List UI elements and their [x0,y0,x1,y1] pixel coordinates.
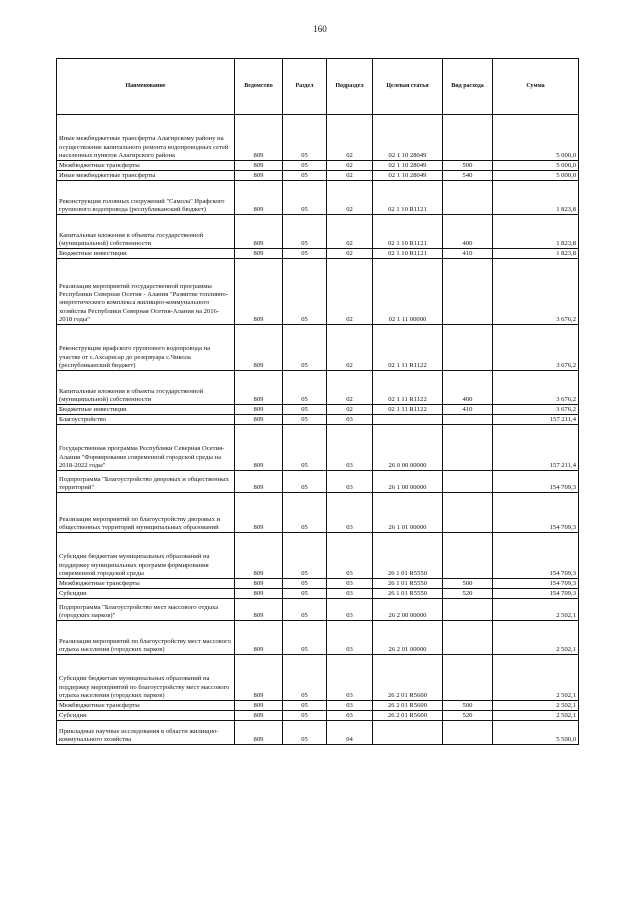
table-cell-name: Субсидии бюджетам муниципальных образований на поддержку мероприятий по благоустройству мест массового отдыха населения (городских парков) [57,655,235,701]
table-cell-razdel: 05 [283,589,327,599]
table-row [57,259,579,325]
table-row [57,249,579,259]
table-cell-vid-raskhoda [443,721,493,745]
table-cell-podrazdel: 03 [327,471,373,493]
table-cell-name: Благоустройство [57,415,235,425]
table-cell-name: Государственная программа Республики Северная Осетия-Алания "Формирование современной городской среды на 2018-2022 годы" [57,425,235,471]
table-cell-vedomstvo: 809 [235,115,283,161]
table-cell-podrazdel: 03 [327,621,373,655]
table-cell-podrazdel: 02 [327,405,373,415]
table-row [57,579,579,589]
header-razdel: Раздел [283,59,327,115]
table-cell-vedomstvo: 809 [235,493,283,533]
header-podrazdel: Подраздел [327,59,373,115]
table-cell-razdel: 05 [283,493,327,533]
table-cell-vedomstvo: 809 [235,171,283,181]
table-cell-summa: 3 676,2 [493,371,579,405]
table-cell-name: Межбюджетные трансферты [57,579,235,589]
table-cell-podrazdel: 03 [327,599,373,621]
table-row [57,415,579,425]
table-cell-razdel: 05 [283,533,327,579]
table-row [57,161,579,171]
table-cell-celevaya-statya: 26 0 00 00000 [373,425,443,471]
table-cell-vid-raskhoda: 500 [443,701,493,711]
table-cell-vedomstvo: 809 [235,161,283,171]
table-cell-vid-raskhoda [443,415,493,425]
table-cell-summa: 154 709,3 [493,589,579,599]
table-cell-vid-raskhoda: 400 [443,371,493,405]
table-cell-podrazdel: 02 [327,115,373,161]
table-cell-name: Субсидии [57,711,235,721]
table-cell-razdel: 05 [283,415,327,425]
table-cell-podrazdel: 04 [327,721,373,745]
table-cell-vid-raskhoda: 400 [443,215,493,249]
table-cell-razdel: 05 [283,701,327,711]
table-cell-podrazdel: 03 [327,533,373,579]
table-cell-vid-raskhoda [443,655,493,701]
table-cell-vid-raskhoda: 540 [443,171,493,181]
table-cell-vedomstvo: 809 [235,259,283,325]
table-cell-name: Капитальные вложения в объекты государственной (муниципальной) собственности [57,371,235,405]
table-cell-celevaya-statya: 02 1 11 R1122 [373,371,443,405]
table-cell-vid-raskhoda: 500 [443,579,493,589]
table-row [57,589,579,599]
table-cell-vid-raskhoda [443,259,493,325]
header-row [57,59,579,115]
table-cell-vid-raskhoda [443,115,493,161]
table-cell-vedomstvo: 809 [235,471,283,493]
table-cell-summa: 1 823,8 [493,249,579,259]
table-cell-summa: 2 502,1 [493,621,579,655]
table-cell-razdel: 05 [283,579,327,589]
table-cell-vid-raskhoda [443,599,493,621]
table-cell-vedomstvo: 809 [235,655,283,701]
table-cell-celevaya-statya [373,721,443,745]
table-cell-summa: 2 502,1 [493,711,579,721]
table-cell-celevaya-statya: 26 1 01 00000 [373,493,443,533]
table-cell-name: Реконструкция головных сооружений "Самола" Ирафского группового водопровода (республиканский бюджет) [57,181,235,215]
table-cell-summa: 5 000,0 [493,115,579,161]
table-cell-podrazdel: 03 [327,493,373,533]
table-cell-razdel: 05 [283,259,327,325]
table-cell-name: Межбюджетные трансферты [57,701,235,711]
table-cell-summa: 2 502,1 [493,701,579,711]
table-cell-celevaya-statya: 02 1 11 R1122 [373,405,443,415]
table-cell-vid-raskhoda: 500 [443,161,493,171]
table-cell-name: Субсидии [57,589,235,599]
table-cell-name: Реализация мероприятий государственной программы Республики Северная Осетия - Алания "Развитие топливно-энергетического комплекса жилищно-коммунального хозяйства Республики Северная Осетия-Алания на 2016-2018 годы" [57,259,235,325]
table-cell-celevaya-statya: 02 1 10 28049 [373,171,443,181]
table-cell-summa: 157 211,4 [493,425,579,471]
table-cell-summa: 2 502,1 [493,655,579,701]
table-cell-summa: 3 676,2 [493,325,579,371]
table-row [57,621,579,655]
table-cell-vid-raskhoda [443,181,493,215]
table-cell-vid-raskhoda: 520 [443,711,493,721]
table-cell-razdel: 05 [283,171,327,181]
table-cell-vedomstvo: 809 [235,425,283,471]
table-cell-celevaya-statya: 26 1 01 R5550 [373,579,443,589]
table-body [57,115,579,745]
page-number: 160 [313,24,327,34]
table-cell-vid-raskhoda [443,471,493,493]
table-cell-razdel: 05 [283,181,327,215]
table-cell-vid-raskhoda [443,325,493,371]
table-row [57,471,579,493]
table-cell-name: Иные межбюджетные трансферты Алагирскому району на осуществление капитального ремонта водопроводных сетей населенных пунктов Алагирского района [57,115,235,161]
table-cell-vid-raskhoda: 410 [443,249,493,259]
table-cell-name: Реализация мероприятий по благоустройству дворовых и общественных территорий муниципальных образований [57,493,235,533]
table-row [57,181,579,215]
table-cell-razdel: 05 [283,215,327,249]
table-cell-vid-raskhoda: 520 [443,589,493,599]
table-cell-podrazdel: 02 [327,161,373,171]
header-name: Наименование [57,59,235,115]
table-cell-podrazdel: 03 [327,589,373,599]
table-cell-celevaya-statya: 02 1 10 R1121 [373,181,443,215]
table-cell-razdel: 05 [283,721,327,745]
table-cell-summa: 5 500,0 [493,721,579,745]
budget-table [56,58,579,745]
table-cell-podrazdel: 03 [327,711,373,721]
table-row [57,721,579,745]
table-cell-celevaya-statya: 02 1 10 28049 [373,115,443,161]
table-cell-celevaya-statya: 26 2 01 R5600 [373,701,443,711]
table-cell-vedomstvo: 809 [235,621,283,655]
table-cell-razdel: 05 [283,711,327,721]
table-row [57,599,579,621]
table-cell-vedomstvo: 809 [235,599,283,621]
table-cell-vedomstvo: 809 [235,415,283,425]
table-cell-razdel: 05 [283,405,327,415]
table-cell-vid-raskhoda [443,493,493,533]
table-cell-celevaya-statya: 26 2 01 00000 [373,621,443,655]
table-row [57,655,579,701]
table-cell-celevaya-statya: 02 1 11 00000 [373,259,443,325]
table-cell-razdel: 05 [283,161,327,171]
table-cell-summa: 2 502,1 [493,599,579,621]
table-cell-podrazdel: 03 [327,655,373,701]
table-cell-podrazdel: 02 [327,325,373,371]
table-row [57,171,579,181]
table-cell-podrazdel: 02 [327,215,373,249]
table-cell-name: Подпрограмма "Благоустройство дворовых и общественных территорий" [57,471,235,493]
table-cell-celevaya-statya [373,415,443,425]
table-cell-podrazdel: 02 [327,181,373,215]
table-cell-celevaya-statya: 26 2 01 R5600 [373,711,443,721]
table-cell-vedomstvo: 809 [235,181,283,215]
table-row [57,215,579,249]
table-cell-celevaya-statya: 02 1 10 28049 [373,161,443,171]
table-cell-name: Бюджетные инвестиции [57,249,235,259]
header-summa: Сумма [493,59,579,115]
table-cell-summa: 5 000,0 [493,161,579,171]
table-row [57,325,579,371]
table-cell-summa: 154 709,3 [493,579,579,589]
table-cell-podrazdel: 03 [327,701,373,711]
table-cell-razdel: 05 [283,325,327,371]
header-celevaya-statya: Целевая статья [373,59,443,115]
table-cell-celevaya-statya: 26 2 01 R5600 [373,655,443,701]
table-cell-vid-raskhoda [443,533,493,579]
table-cell-razdel: 05 [283,599,327,621]
table-cell-celevaya-statya: 26 1 00 00000 [373,471,443,493]
table-cell-celevaya-statya: 26 1 01 R5550 [373,589,443,599]
table-row [57,711,579,721]
table-cell-vid-raskhoda: 410 [443,405,493,415]
table-row [57,371,579,405]
table-cell-summa: 1 823,8 [493,181,579,215]
table-cell-podrazdel: 02 [327,249,373,259]
table-cell-vid-raskhoda [443,621,493,655]
table-cell-vedomstvo: 809 [235,711,283,721]
table-cell-razdel: 05 [283,115,327,161]
table-cell-summa: 5 000,0 [493,171,579,181]
table-cell-celevaya-statya: 26 2 00 00000 [373,599,443,621]
table-cell-name: Бюджетные инвестиции [57,405,235,415]
table-row [57,533,579,579]
table-cell-name: Прикладные научные исследования в области жилищно-коммунального хозяйства [57,721,235,745]
table-cell-razdel: 05 [283,471,327,493]
table-cell-podrazdel: 03 [327,415,373,425]
table-cell-razdel: 05 [283,371,327,405]
table-cell-razdel: 05 [283,425,327,471]
table-cell-podrazdel: 02 [327,171,373,181]
table-cell-name: Реконструкция ирафского группового водопровода на участке от с.Ахсарисар до резервуара с.Чиколa (республиканский бюджет) [57,325,235,371]
table-cell-podrazdel: 02 [327,259,373,325]
table-cell-name: Субсидии бюджетам муниципальных образований на поддержку муниципальных программ формирования современной городской среды [57,533,235,579]
table-cell-vedomstvo: 809 [235,589,283,599]
table-cell-name: Подпрограмма "Благоустройство мест массового отдыха (городских парков)" [57,599,235,621]
table-cell-vedomstvo: 809 [235,405,283,415]
table-cell-vedomstvo: 809 [235,533,283,579]
table-row [57,425,579,471]
table-cell-name: Капитальные вложения в объекты государственной (муниципальной) собственности [57,215,235,249]
table-cell-vedomstvo: 809 [235,249,283,259]
table-cell-name: Межбюджетные трансферты [57,161,235,171]
table-cell-vedomstvo: 809 [235,579,283,589]
table-cell-celevaya-statya: 02 1 11 R1122 [373,325,443,371]
table-cell-summa: 3 676,2 [493,259,579,325]
table-cell-summa: 154 709,3 [493,471,579,493]
table-row [57,493,579,533]
table-cell-summa: 154 709,3 [493,533,579,579]
table-cell-razdel: 05 [283,249,327,259]
header-vedomstvo: Ведомство [235,59,283,115]
header-vid-raskhoda: Вид расхода [443,59,493,115]
table-cell-name: Реализация мероприятий по благоустройству мест массового отдыха населения (городских парков) [57,621,235,655]
table-cell-razdel: 05 [283,655,327,701]
table-cell-podrazdel: 03 [327,579,373,589]
table-cell-celevaya-statya: 02 1 10 R1121 [373,215,443,249]
table-row [57,115,579,161]
table-cell-summa: 3 676,2 [493,405,579,415]
table-cell-podrazdel: 02 [327,371,373,405]
table-cell-summa: 157 211,4 [493,415,579,425]
table-cell-podrazdel: 03 [327,425,373,471]
table-cell-summa: 1 823,8 [493,215,579,249]
table-cell-name: Иные межбюджетные трансферты [57,171,235,181]
table-cell-vid-raskhoda [443,425,493,471]
table-cell-vedomstvo: 809 [235,215,283,249]
table-cell-vedomstvo: 809 [235,371,283,405]
table-row [57,701,579,711]
table-cell-vedomstvo: 809 [235,721,283,745]
table-cell-celevaya-statya: 26 1 01 R5550 [373,533,443,579]
table-row [57,405,579,415]
table-cell-razdel: 05 [283,621,327,655]
table-cell-summa: 154 709,3 [493,493,579,533]
table-cell-celevaya-statya: 02 1 10 R1121 [373,249,443,259]
table-cell-vedomstvo: 809 [235,701,283,711]
table-cell-vedomstvo: 809 [235,325,283,371]
